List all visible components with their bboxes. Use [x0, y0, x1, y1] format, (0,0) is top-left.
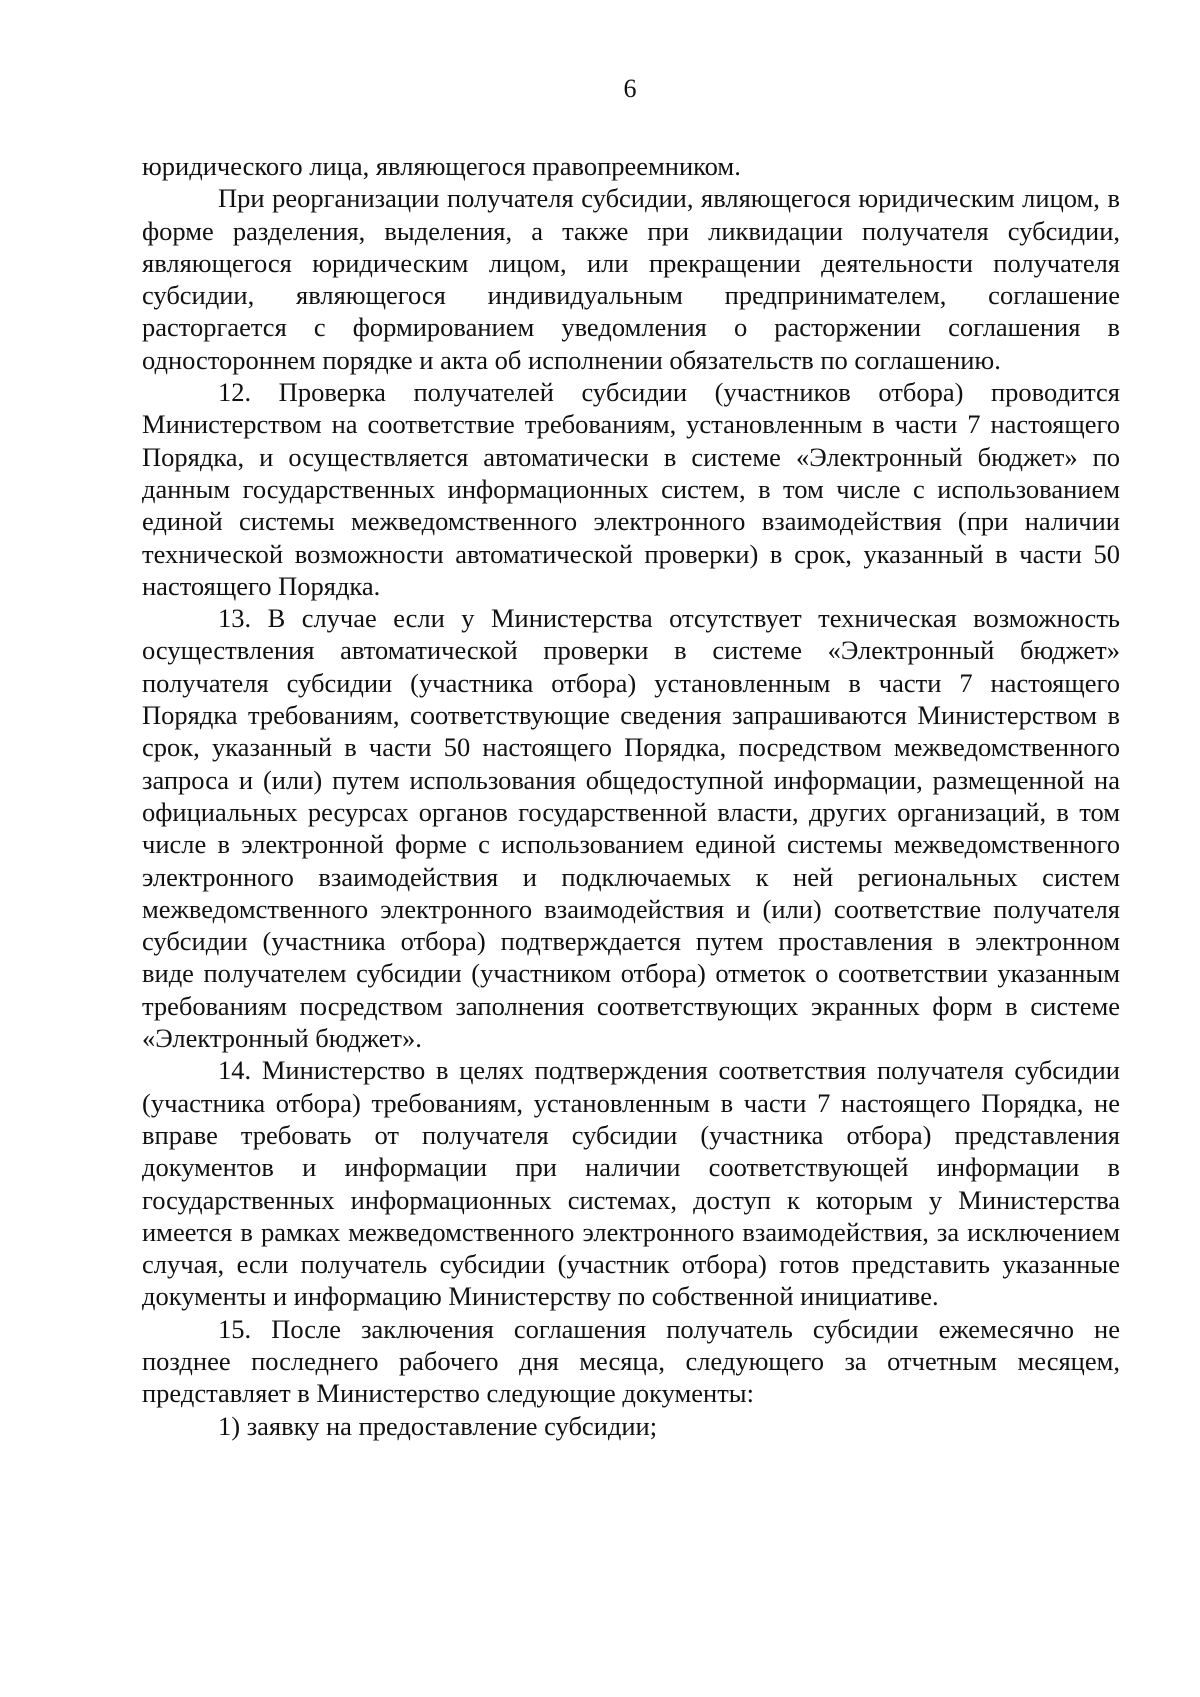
paragraph-15-item-1: 1) заявку на предоставление субсидии;	[218, 1410, 658, 1441]
paragraph-continuation: юридического лица, являющегося правопреемником.	[142, 151, 741, 181]
paragraph-reorganization: При реорганизации получателя субсидии, являющегося юридическим лицом, в форме разделения, выделения, а также при ликвидации получателя субсидии, являющегося юридическим лицом, или прекращении деятельности получателя субсидии, являющегося индивидуальным предпринимателем, соглашение расторгается с формированием уведомления о расторжении соглашения в одностороннем порядке и акта об исполнении обязательств по соглашению.	[142, 183, 1120, 375]
page-number: 6	[623, 74, 637, 103]
document-body	[142, 150, 1120, 1442]
paragraph-13: 13. В случае если у Министерства отсутствует техническая возможность осуществления автоматической проверки в системе «Электронный бюджет» получателя субсидии (участника отбора) установленным в части 7 настоящего Порядка требованиям, соответствующие сведения запрашиваются Министерством в срок, указанный в части 50 настоящего Порядка, посредством межведомственного запроса и (или) путем использования общедоступной информации, размещенной на официальных ресурсах органов государственной власти, других организаций, в том числе в электронной форме с использованием единой системы межведомственного электронного взаимодействия и подключаемых к ней региональных систем межведомственного электронного взаимодействия и (или) соответствие получателя субсидии (участника отбора) подтверждается путем проставления в электронном виде получателем субсидии (участником отбора) отметок о соответствии указанным требованиям посредством заполнения соответствующих экранных форм в системе «Электронный бюджет».	[142, 603, 1120, 1054]
paragraph-15: 15. После заключения соглашения получатель субсидии ежемесячно не позднее последнего рабочего дня месяца, следующего за отчетным месяцем, представляет в Министерство следующие документы:	[142, 1313, 1120, 1409]
paragraph-14: 14. Министерство в целях подтверждения соответствия получателя субсидии (участника отбора) требованиям, установленным в части 7 настоящего Порядка, не вправе требовать от получателя субсидии (участника отбора) представления документов и информации при наличии соответствующей информации в государственных информационных системах, доступ к которым у Министерства имеется в рамках межведомственного электронного взаимодействия, за исключением случая, если получатель субсидии (участник отбора) готов представить указанные документы и информацию Министерству по собственной инициативе.	[142, 1055, 1120, 1312]
paragraph-12: 12. Проверка получателей субсидии (участников отбора) проводится Министерством на соответствие требованиям, установленным в части 7 настоящего Порядка, и осуществляется автоматически в системе «Электронный бюджет» по данным государственных информационных систем, в том числе с использованием единой системы межведомственного электронного взаимодействия (при наличии технической возможности автоматической проверки) в срок, указанный в части 50 настоящего Порядка.	[142, 377, 1120, 601]
